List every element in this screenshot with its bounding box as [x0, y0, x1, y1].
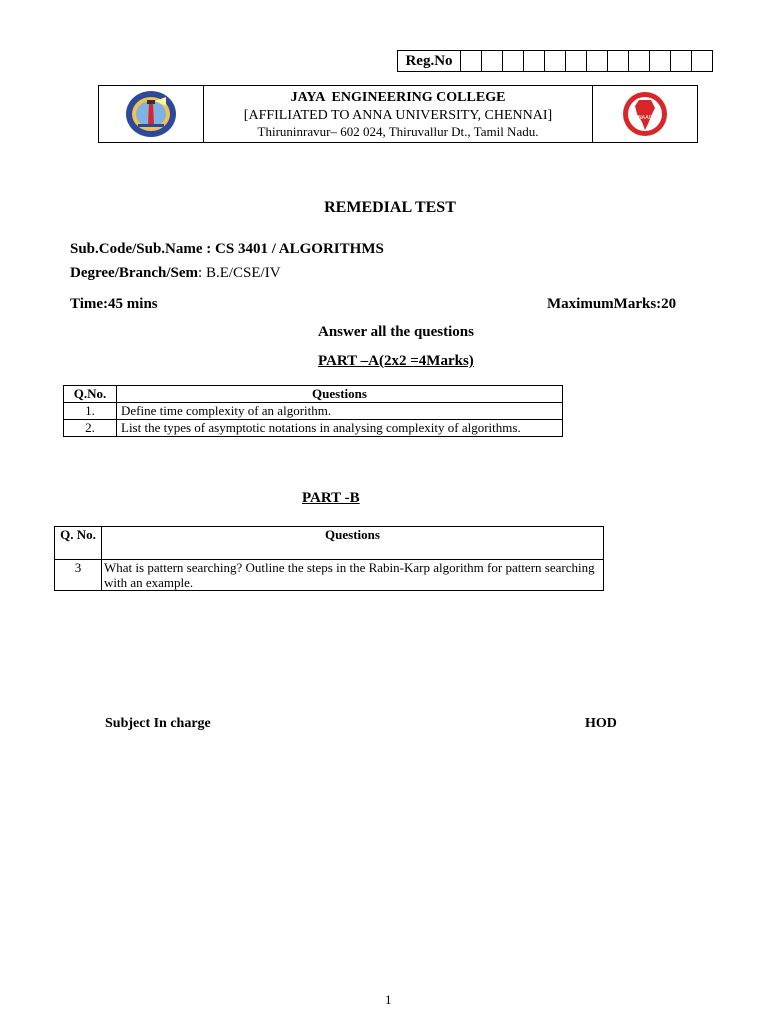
question-text: Define time complexity of an algorithm. — [117, 403, 563, 420]
reg-no-cell — [545, 51, 566, 71]
question-text: What is pattern searching? Outline the steps in the Rabin-Karp algorithm for pattern searching with an example. — [102, 560, 604, 591]
reg-no-box — [397, 50, 713, 72]
col-questions-header: Questions — [117, 386, 563, 403]
instruction: Answer all the questions — [318, 324, 474, 340]
max-marks: MaximumMarks:20 — [547, 296, 677, 312]
col-qno-header: Q. No. — [55, 527, 102, 560]
part-b-table — [54, 526, 604, 591]
college-header — [98, 85, 698, 143]
question-number: 2. — [64, 420, 117, 437]
reg-no-cell — [461, 51, 482, 71]
reg-no-cell — [587, 51, 608, 71]
right-logo-cell — [592, 86, 697, 142]
india-map-emblem-icon — [619, 90, 671, 138]
reg-no-cell — [671, 51, 692, 71]
question-number: 3 — [55, 560, 102, 591]
reg-no-cell — [692, 51, 712, 71]
reg-no-cell — [524, 51, 545, 71]
left-logo-cell — [99, 86, 204, 142]
reg-no-label: Reg.No — [398, 51, 461, 71]
part-b-heading: PART -B — [302, 490, 360, 506]
page-number: 1 — [385, 992, 392, 1007]
college-address: Thiruninravur– 602 024, Thiruvallur Dt., Tamil Nadu. — [257, 124, 539, 139]
part-a-heading: PART –A(2x2 =4Marks) — [318, 353, 474, 369]
reg-no-cell — [608, 51, 629, 71]
table-row — [64, 403, 563, 420]
naac-text: NAAC — [637, 115, 653, 121]
table-row — [64, 420, 563, 437]
table-header-row — [55, 527, 604, 560]
time-line: Time:45 mins — [70, 296, 158, 312]
degree-label: Degree/Branch/Sem — [70, 265, 199, 281]
question-number: 1. — [64, 403, 117, 420]
reg-no-cell — [566, 51, 587, 71]
degree-line — [70, 265, 281, 282]
reg-no-cell — [482, 51, 503, 71]
subject-incharge-label: Subject In charge — [105, 716, 211, 731]
test-title: REMEDIAL TEST — [324, 199, 456, 216]
hod-label: HOD — [585, 716, 617, 731]
reg-no-cell — [503, 51, 524, 71]
subject-line: Sub.Code/Sub.Name : CS 3401 / ALGORITHMS — [70, 241, 384, 257]
col-qno-header: Q.No. — [64, 386, 117, 403]
reg-no-cell — [629, 51, 650, 71]
reg-no-cell — [650, 51, 671, 71]
table-header-row — [64, 386, 563, 403]
lighthouse-emblem-icon — [124, 89, 178, 139]
part-a-table — [63, 385, 563, 437]
question-text: List the types of asymptotic notations in analysing complexity of algorithms. — [117, 420, 563, 437]
college-affiliation: [AFFILIATED TO ANNA UNIVERSITY, CHENNAI] — [243, 108, 553, 123]
degree-value: : B.E/CSE/IV — [198, 265, 281, 281]
college-name: JAYA ENGINEERING COLLEGE — [290, 90, 506, 105]
college-info — [204, 86, 592, 142]
table-row — [55, 560, 604, 591]
col-questions-header: Questions — [102, 527, 604, 560]
